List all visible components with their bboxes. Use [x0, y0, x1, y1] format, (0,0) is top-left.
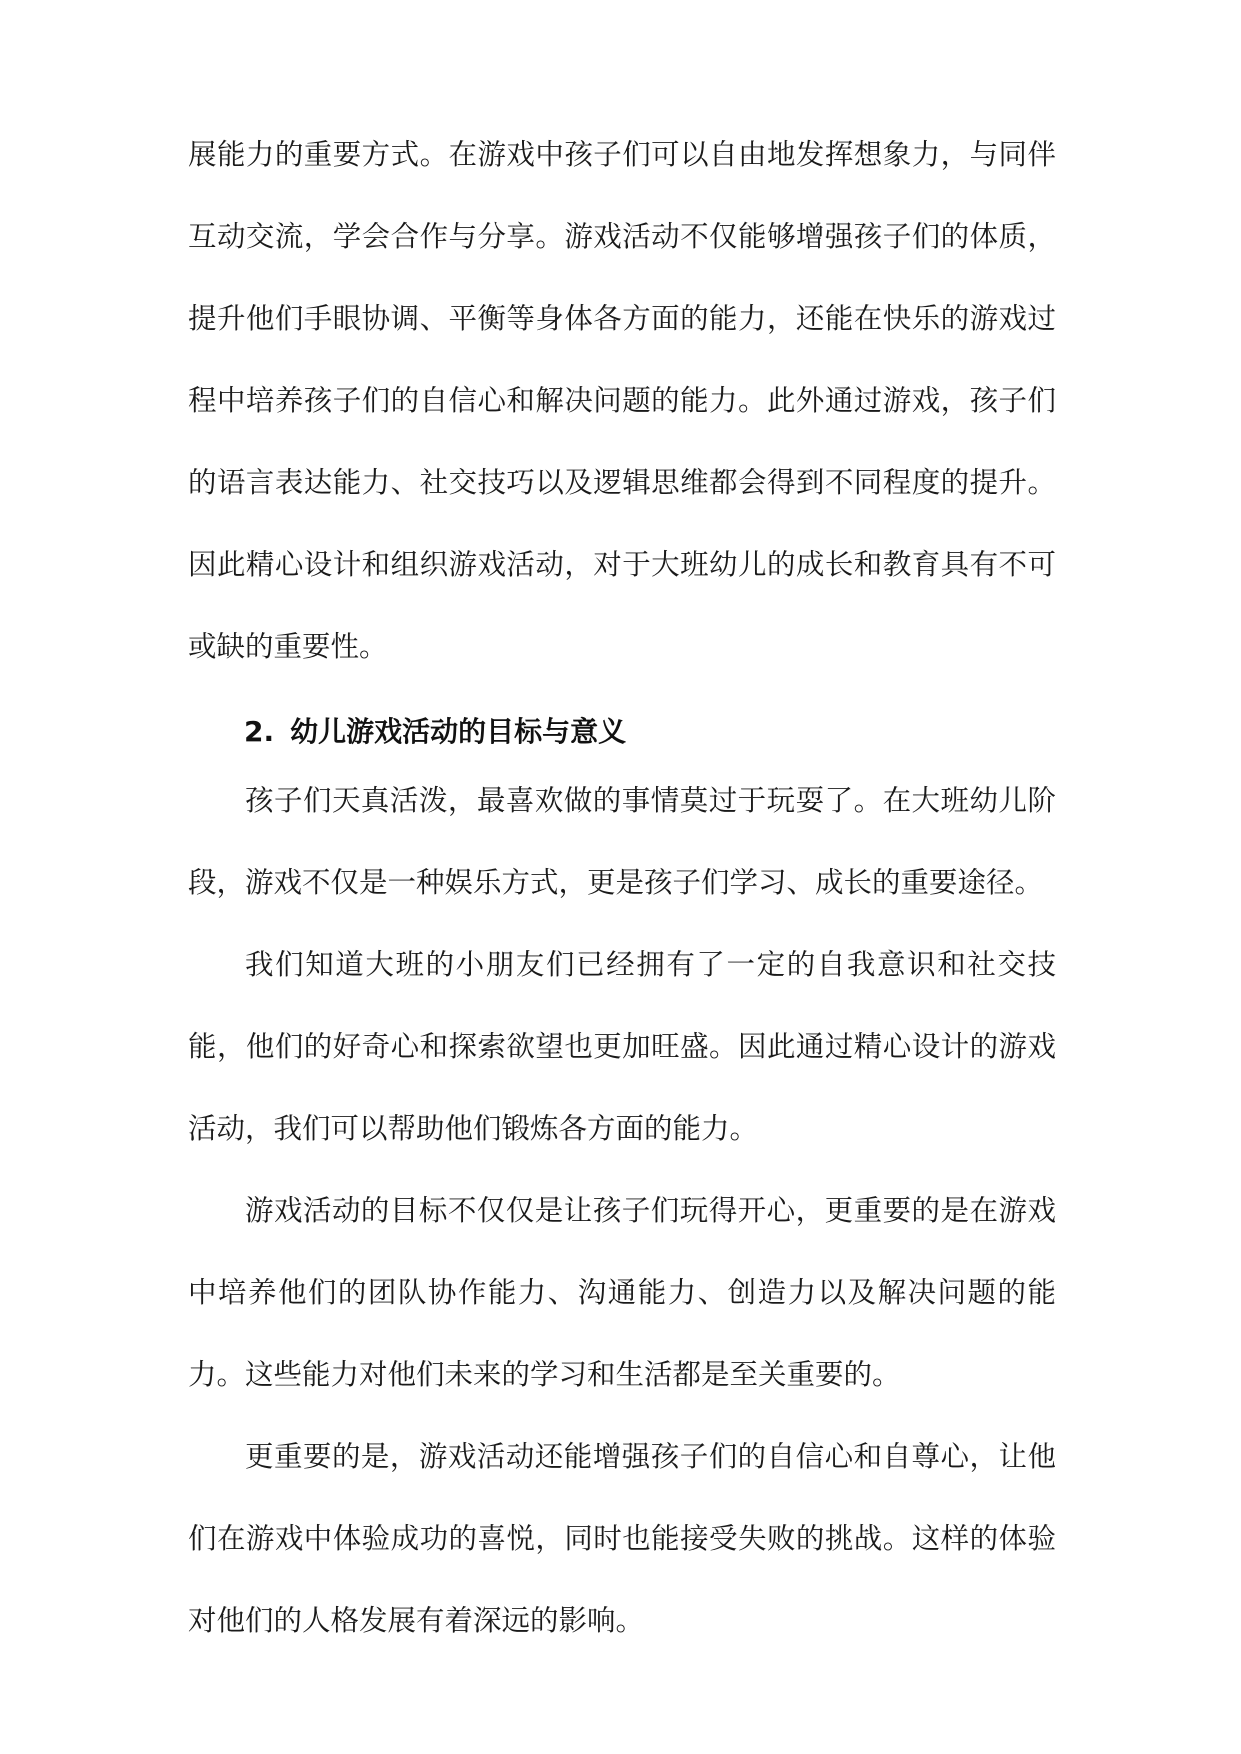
- section-number: 2.: [244, 715, 275, 748]
- paragraph-confidence: 更重要的是，游戏活动还能增强孩子们的自信心和自尊心，让他们在游戏中体验成功的喜悦，同时也能接受失败的挑战。这样的体验对他们的人格发展有着深远的影响。: [188, 1440, 1056, 1637]
- section-heading: [244, 702, 626, 762]
- paragraph-skills: 我们知道大班的小朋友们已经拥有了一定的自我意识和社交技能，他们的好奇心和探索欲望也更加旺盛。因此通过精心设计的游戏活动，我们可以帮助他们锻炼各方面的能力。: [188, 948, 1056, 1145]
- paragraph-continuation: 展能力的重要方式。在游戏中孩子们可以自由地发挥想象力，与同伴互动交流，学会合作与分享。游戏活动不仅能够增强孩子们的体质，提升他们手眼协调、平衡等身体各方面的能力，还能在快乐的游戏过程中培养孩子们的自信心和解决问题的能力。此外通过游戏，孩子们的语言表达能力、社交技巧以及逻辑思维都会得到不同程度的提升。因此精心设计和组织游戏活动，对于大班幼儿的成长和教育具有不可或缺的重要性。: [188, 138, 1056, 663]
- paragraph-intro: 孩子们天真活泼，最喜欢做的事情莫过于玩耍了。在大班幼儿阶段，游戏不仅是一种娱乐方式，更是孩子们学习、成长的重要途径。: [188, 784, 1056, 899]
- paragraph-goals: 游戏活动的目标不仅仅是让孩子们玩得开心，更重要的是在游戏中培养他们的团队协作能力、沟通能力、创造力以及解决问题的能力。这些能力对他们未来的学习和生活都是至关重要的。: [188, 1194, 1056, 1391]
- section-title: 幼儿游戏活动的目标与意义: [290, 715, 627, 748]
